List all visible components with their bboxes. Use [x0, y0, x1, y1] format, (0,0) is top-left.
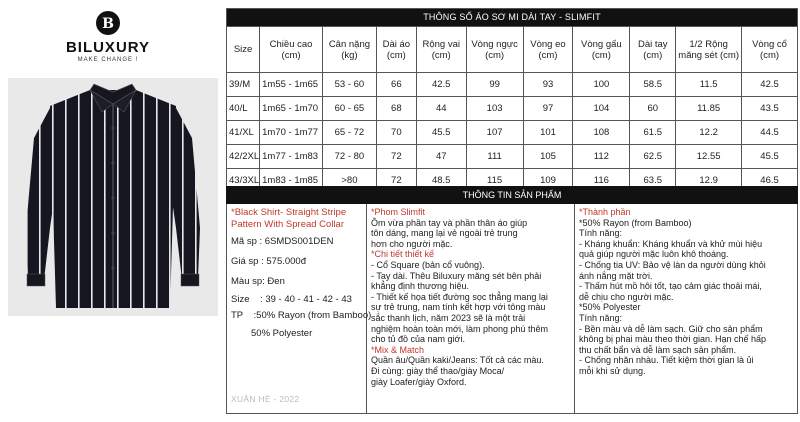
col-header: Vòng eo (cm) [523, 27, 573, 73]
cell: 42/2XL [227, 145, 260, 169]
col-header: Dài áo (cm) [376, 27, 416, 73]
cell: 111 [466, 145, 523, 169]
cell: 97 [523, 97, 573, 121]
size-chart-table [226, 8, 798, 193]
col-header: Vòng gấu (cm) [573, 27, 630, 73]
table-row [227, 145, 798, 169]
cell: 42.5 [742, 73, 798, 97]
product-basic-column [227, 204, 372, 413]
cell: 58.5 [630, 73, 676, 97]
brand-logo [8, 10, 208, 80]
product-material-2: 50% Polyester [251, 328, 313, 339]
cell: 62.5 [630, 145, 676, 169]
product-sizes: Size : 39 - 40 - 41 - 42 - 43 [231, 294, 352, 305]
cell: 1m70 - 1m77 [260, 121, 323, 145]
cell: 100 [573, 73, 630, 97]
cell: 12.9 [676, 169, 742, 193]
size-chart-title: THÔNG SỐ ÁO SƠ MI DÀI TAY - SLIMFIT [227, 9, 798, 27]
cell: 1m65 - 1m70 [260, 97, 323, 121]
cell: 65 - 72 [322, 121, 376, 145]
cell: 109 [523, 169, 573, 193]
cell: 40/L [227, 97, 260, 121]
cell: 1m55 - 1m65 [260, 73, 323, 97]
fit-heading: *Phom Slimfit [371, 207, 426, 217]
cell: 116 [573, 169, 630, 193]
cell: 72 - 80 [322, 145, 376, 169]
composition-text: *50% Rayon (from Bamboo) Tính năng: - Kháng khuẩn: Kháng khuẩn và khử mùi hiệu quả giúp người mặc luôn khô thoáng. - Chống tia UV: Bảo vệ làn da người dùng khỏi ánh nắng mặt trời. - Thấm hút mồ hôi tốt, tạo cảm giác thoải mái, dễ chịu cho người mặc. *50% Polyester Tính năng: - Bền màu và dễ làm sạch. Giữ cho sản phẩm không bị phai màu theo thời gian. Hạn chế hấp thu chất bẩn và dễ làm sạch sản phẩm. - Chống nhăn nhàu. Tiết kiệm thời gian là ủi mỗi khi sử dụng. [579, 217, 767, 376]
cell: 12.2 [676, 121, 742, 145]
product-composition-column [575, 204, 799, 413]
col-header: Chiều cao (cm) [260, 27, 323, 73]
col-header: Size [227, 27, 260, 73]
cell: 44 [416, 97, 466, 121]
cell: 45.5 [416, 121, 466, 145]
brand-tagline: MAKE CHANGE ! [77, 57, 139, 63]
cell: 41/XL [227, 121, 260, 145]
cell: 42.5 [416, 73, 466, 97]
cell: 68 [376, 97, 416, 121]
cell: 1m83 - 1m85 [260, 169, 323, 193]
cell: 104 [573, 97, 630, 121]
cell: 43/3XL [227, 169, 260, 193]
col-header: 1/2 Rộng măng sét (cm) [676, 27, 742, 73]
brand-name: BILUXURY [65, 39, 151, 56]
product-photo [8, 78, 218, 316]
product-code: Mã sp : 6SMDS001DEN [231, 236, 334, 247]
cell: 93 [523, 73, 573, 97]
cell: 61.5 [630, 121, 676, 145]
cell: 107 [466, 121, 523, 145]
product-material-1: TP :50% Rayon (from Bamboo) [231, 310, 372, 321]
cell: 103 [466, 97, 523, 121]
cell: 112 [573, 145, 630, 169]
cell: 115 [466, 169, 523, 193]
cell: 47 [416, 145, 466, 169]
product-price: Giá sp : 575.000đ [231, 256, 306, 267]
cell: 11.5 [676, 73, 742, 97]
cell: 72 [376, 145, 416, 169]
shirt-illustration [8, 78, 218, 316]
col-header: Cân nặng (kg) [322, 27, 376, 73]
cell: 60 - 65 [322, 97, 376, 121]
composition-heading: *Thành phần [579, 207, 631, 217]
svg-text:B: B [102, 16, 114, 32]
cell: 11.85 [676, 97, 742, 121]
fit-text: Ôm vừa phần tay và phần thân áo giúp tôn dáng, mang lại vẻ ngoài trẻ trung hơn cho người mặc. [371, 217, 528, 249]
product-info-panel [226, 204, 798, 414]
cell: 39/M [227, 73, 260, 97]
brand-emblem-icon [95, 10, 121, 36]
cell: 101 [523, 121, 573, 145]
mix-heading: *Mix & Match [371, 344, 425, 355]
cell: >80 [322, 169, 376, 193]
cell: 45.5 [742, 145, 798, 169]
product-info-title: THÔNG TIN SẢN PHẨM [226, 186, 798, 204]
mix-text: Quần âu/Quần kaki/Jeans: Tốt cả các màu. Đi cùng: giày thể thao/giày Moca/ giày Loafer/giày Oxford. [371, 355, 544, 387]
table-row [227, 97, 798, 121]
product-color: Màu sp: Đen [231, 276, 285, 287]
cell: 105 [523, 145, 573, 169]
size-chart-header-row [227, 27, 798, 73]
col-header: Dài tay (cm) [630, 27, 676, 73]
cell: 70 [376, 121, 416, 145]
cell: 108 [573, 121, 630, 145]
cell: 66 [376, 73, 416, 97]
cell: 72 [376, 169, 416, 193]
cell: 48.5 [416, 169, 466, 193]
col-header: Rộng vai (cm) [416, 27, 466, 73]
col-header: Vòng ngực (cm) [466, 27, 523, 73]
cell: 44.5 [742, 121, 798, 145]
col-header: Vòng cổ (cm) [742, 27, 798, 73]
cell: 12.55 [676, 145, 742, 169]
detail-heading: *Chi tiết thiết kế [371, 249, 435, 260]
product-design-column [367, 204, 575, 413]
cell: 63.5 [630, 169, 676, 193]
cell: 60 [630, 97, 676, 121]
table-row [227, 73, 798, 97]
product-name: *Black Shirt- Straight Stripe Pattern With Spread Collar [231, 207, 347, 230]
detail-text: - Cổ Square (bản cổ vuông). - Tay dài. Thêu Biluxury măng sét bên phải khẳng định thương hiệu. - Thiết kế họa tiết đường sọc thẳng mang lại sự trẻ trung, nam tính kết hợp với tông màu sắc thanh lịch, năm 2023 sẽ là một trải nghiệm hoàn toàn mới, làm phong phú thêm cho tủ đồ của nam giới. [371, 259, 549, 345]
cell: 46.5 [742, 169, 798, 193]
cell: 99 [466, 73, 523, 97]
cell: 53 - 60 [322, 73, 376, 97]
table-row [227, 121, 798, 145]
season-label: XUÂN HÈ - 2022 [231, 394, 300, 405]
cell: 43.5 [742, 97, 798, 121]
cell: 1m77 - 1m83 [260, 145, 323, 169]
